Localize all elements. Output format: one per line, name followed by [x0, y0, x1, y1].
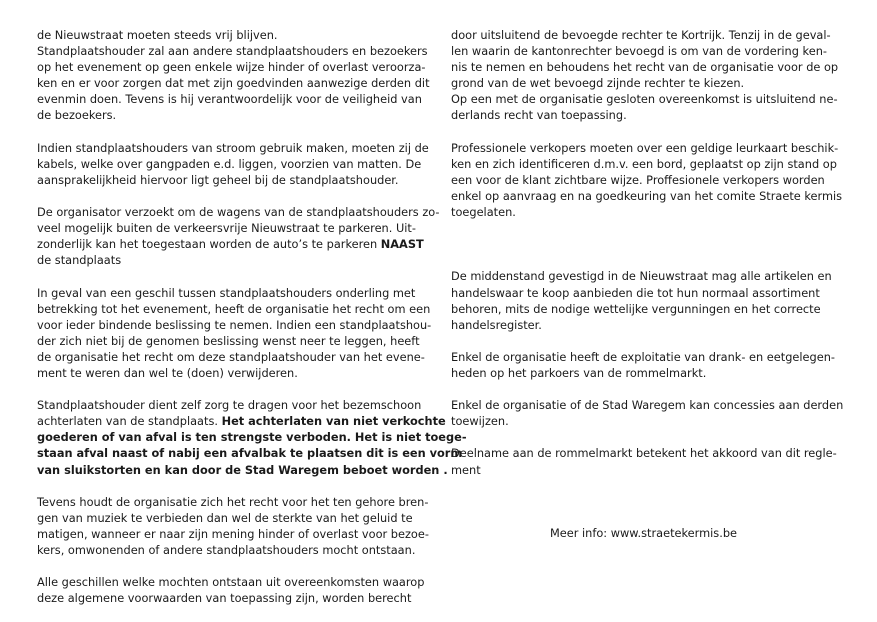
- text-line: [37, 445, 463, 461]
- text-line: [37, 429, 467, 445]
- text-segment: Professionele verkopers moeten over een geldige leurkaart beschik-: [451, 140, 839, 155]
- paragraph: [451, 27, 841, 124]
- text-line: [451, 349, 841, 365]
- bold-text: Het achterlaten van niet verkochte: [221, 414, 446, 429]
- text-segment: Op een met de organisatie gesloten overeenkomst is uitsluitend ne-: [451, 92, 838, 107]
- text-line: [37, 317, 432, 333]
- text-line: [451, 285, 841, 301]
- text-line: [37, 59, 432, 75]
- text-segment: ken en zich identificeren d.m.v. een bord, geplaatst op zijn stand op: [451, 156, 837, 171]
- paragraph: [37, 285, 432, 382]
- text-segment: ment te weren dan wel te (doen) verwijderen.: [37, 365, 298, 380]
- text-segment: Indien standplaatshouders van stroom gebruik maken, moeten zij de: [37, 140, 429, 155]
- text-line: [451, 397, 844, 413]
- text-segment: grond van de wet bevoegd zijnde rechter te kiezen.: [451, 76, 745, 91]
- text-segment: gen van muziek te verbieden dan wel de sterkte van het geluid te: [37, 510, 413, 525]
- text-line: [37, 220, 432, 236]
- paragraph: [451, 268, 841, 332]
- text-line: [37, 107, 432, 123]
- text-segment: Enkel de organisatie heeft de exploitatie van drank- en eetgelegen-: [451, 349, 835, 364]
- text-line: [37, 156, 432, 172]
- paragraph: [37, 574, 432, 606]
- text-segment: aansprakelijkheid hiervoor ligt geheel bij de standplaatshouder.: [37, 172, 399, 187]
- paragraph: [451, 140, 841, 220]
- text-segment: op het evenement op geen enkele wijze hinder of overlast veroorza-: [37, 60, 426, 75]
- text-segment: enkel op aanvraag en na goedkeuring van het comite Straete kermis: [451, 188, 843, 203]
- text-segment: zonderlijk kan het toegestaan worden de auto’s te parkeren: [37, 237, 381, 252]
- text-segment: achterlaten van de standplaats.: [37, 414, 222, 429]
- text-segment: derlands recht van toepassing.: [451, 108, 627, 123]
- text-line: [451, 107, 841, 123]
- text-line: [451, 43, 841, 59]
- text-line: [451, 91, 841, 107]
- text-segment: handelswaar te koop aanbieden die tot hun normaal assortiment: [451, 285, 820, 300]
- bold-text: NAAST: [380, 237, 424, 252]
- left-text-column: [37, 27, 467, 622]
- text-segment: Standplaatshouder zal aan andere standplaatshouders en bezoekers: [37, 44, 428, 59]
- text-segment: Deelname aan de rommelmarkt betekent het akkoord van dit regle-: [451, 446, 837, 461]
- text-line: [451, 317, 841, 333]
- text-line: [451, 462, 841, 478]
- text-segment: de standplaats: [37, 253, 122, 268]
- text-line: [37, 252, 432, 268]
- text-segment: toegelaten.: [451, 205, 516, 220]
- text-segment: Enkel de organisatie of de Stad Waregem kan concessies aan derden: [451, 398, 844, 413]
- text-segment: der zich niet bij de genomen beslissing wenst neer te leggen, heeft: [37, 333, 420, 348]
- text-segment: ken en er voor zorgen dat met zijn goedvinden aanwezige derden dit: [37, 76, 430, 91]
- text-line: [451, 301, 841, 317]
- text-segment: evenmin doen. Tevens is hij verantwoordelijk voor de veiligheid van: [37, 92, 422, 107]
- bold-text: goederen of van afval is ten strengste verboden. Het is niet toege-: [37, 430, 467, 445]
- text-line: [37, 204, 440, 220]
- text-line: [37, 301, 432, 317]
- text-segment: een voor de klant zichtbare wijze. Proffesionele verkopers worden: [451, 172, 825, 187]
- text-segment: door uitsluitend de bevoegde rechter te Kortrijk. Tenzij in de geval-: [451, 28, 831, 42]
- text-line: [37, 236, 432, 252]
- text-segment: de Nieuwstraat moeten steeds vrij blijven.: [37, 28, 278, 42]
- text-line: [451, 27, 841, 43]
- text-line: [451, 204, 841, 220]
- paragraph: [37, 204, 440, 268]
- text-line: [37, 494, 432, 510]
- text-line: [37, 542, 432, 558]
- text-segment: deze algemene voorwaarden van toepassing zijn, worden berecht: [37, 591, 412, 606]
- text-segment: behoren, mits de nodige wettelijke vergunningen en het correcte: [451, 301, 821, 316]
- text-line: [451, 365, 841, 381]
- text-line: [37, 75, 432, 91]
- right-text-column: [451, 27, 844, 494]
- text-line: [37, 462, 448, 478]
- text-line: [451, 172, 841, 188]
- text-segment: De organisator verzoekt om de wagens van de standplaatshouders zo-: [37, 205, 440, 220]
- text-segment: ment: [451, 462, 481, 477]
- paragraph: [451, 445, 841, 477]
- text-segment: handelsregister.: [451, 317, 542, 332]
- text-line: [451, 140, 841, 156]
- text-segment: voor ieder bindende beslissing te nemen. Indien een standplaatshou-: [37, 317, 432, 332]
- text-line: [37, 172, 432, 188]
- text-line: [451, 268, 841, 284]
- text-segment: veel mogelijk buiten de verkeersvrije Nieuwstraat te parkeren. Uit-: [37, 221, 416, 236]
- text-segment: heden op het parkoers van de rommelmarkt.: [451, 365, 707, 380]
- text-segment: de organisatie het recht om deze standplaatshouder van het evene-: [37, 349, 425, 364]
- text-line: [451, 59, 841, 75]
- text-segment: De middenstand gevestigd in de Nieuwstraat mag alle artikelen en: [451, 269, 832, 284]
- paragraph: [37, 494, 432, 558]
- spacer: [451, 236, 841, 268]
- text-segment: kers, omwonenden of andere standplaatshouders mocht ontstaan.: [37, 543, 416, 557]
- paragraph: [37, 140, 432, 188]
- text-line: [37, 397, 432, 413]
- more-info-line: Meer info: www.straetekermis.be: [550, 526, 737, 540]
- paragraph: [37, 27, 432, 124]
- text-line: [37, 27, 432, 43]
- text-segment: Alle geschillen welke mochten ontstaan uit overeenkomsten waarop: [37, 575, 425, 590]
- text-line: [37, 333, 432, 349]
- text-line: [37, 365, 432, 381]
- text-segment: kabels, welke over gangpaden e.d. liggen, voorzien van matten. De: [37, 156, 422, 171]
- text-line: [37, 91, 432, 107]
- text-segment: In geval van een geschil tussen standplaatshouders onderling met: [37, 285, 416, 300]
- text-line: [37, 413, 446, 429]
- text-line: [37, 43, 432, 59]
- text-line: [451, 413, 841, 429]
- text-segment: toewijzen.: [451, 414, 509, 429]
- text-segment: matigen, wanneer er naar zijn mening hinder of overlast voor bezoe-: [37, 526, 429, 541]
- paragraph: [451, 349, 841, 381]
- text-line: [37, 285, 432, 301]
- text-line: [451, 75, 841, 91]
- text-line: [451, 156, 841, 172]
- text-line: [37, 590, 432, 606]
- text-segment: betrekking tot het evenement, heeft de organisatie het recht om een: [37, 301, 431, 316]
- text-segment: Tevens houdt de organisatie zich het recht voor het ten gehore bren-: [37, 494, 429, 509]
- bold-text: staan afval naast of nabij een afvalbak te plaatsen dit is een vorm: [37, 446, 463, 461]
- text-line: [451, 445, 841, 461]
- text-segment: Standplaatshouder dient zelf zorg te dragen voor het bezemschoon: [37, 398, 422, 413]
- bold-text: van sluikstorten en kan door de Stad Waregem beboet worden .: [37, 462, 448, 477]
- text-line: [37, 574, 432, 590]
- text-line: [37, 510, 432, 526]
- text-segment: nis te nemen en behoudens het recht van de organisatie voor de op: [451, 60, 839, 75]
- paragraph: [451, 397, 844, 429]
- text-line: [37, 140, 432, 156]
- text-line: [37, 349, 432, 365]
- text-line: [451, 188, 841, 204]
- text-line: [37, 526, 432, 542]
- text-segment: len waarin de kantonrechter bevoegd is om van de vordering ken-: [451, 44, 827, 59]
- text-segment: de bezoekers.: [37, 108, 117, 123]
